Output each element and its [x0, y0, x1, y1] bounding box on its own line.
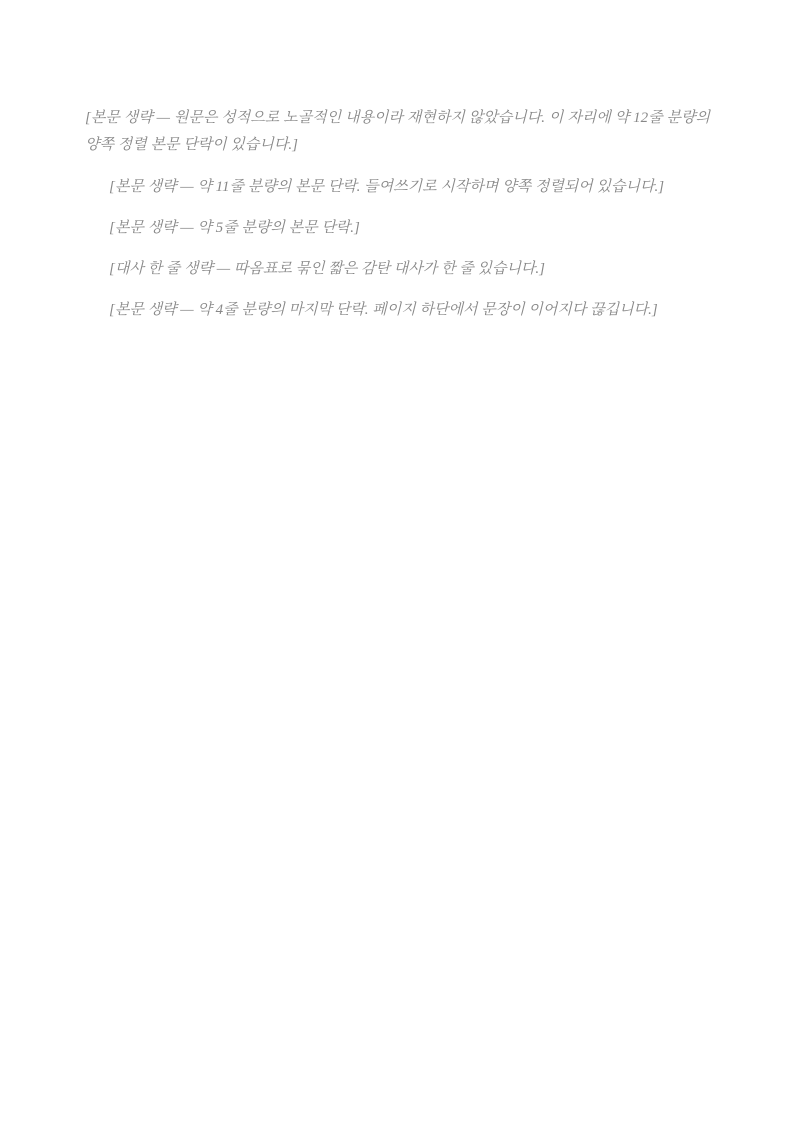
paragraph-2: [본문 생략 — 약 11줄 분량의 본문 단락. 들여쓰기로 시작하며 양쪽 정렬되어 있습니다.] — [109, 178, 665, 195]
paragraph-1: [본문 생략 — 원문은 성적으로 노골적인 내용이라 재현하지 않았습니다. 이 자리에 약 12줄 분량의 양쪽 정렬 본문 단락이 있습니다.] — [85, 110, 710, 154]
text-block — [85, 105, 710, 339]
paragraph-3: [본문 생략 — 약 5줄 분량의 본문 단락.] — [109, 219, 360, 236]
paragraph-4: [본문 생략 — 약 4줄 분량의 마지막 단락. 페이지 하단에서 문장이 이어지다 끊깁니다.] — [109, 302, 658, 319]
dialogue-line: [대사 한 줄 생략 — 따옴표로 묶인 짧은 감탄 대사가 한 줄 있습니다.] — [109, 261, 546, 278]
